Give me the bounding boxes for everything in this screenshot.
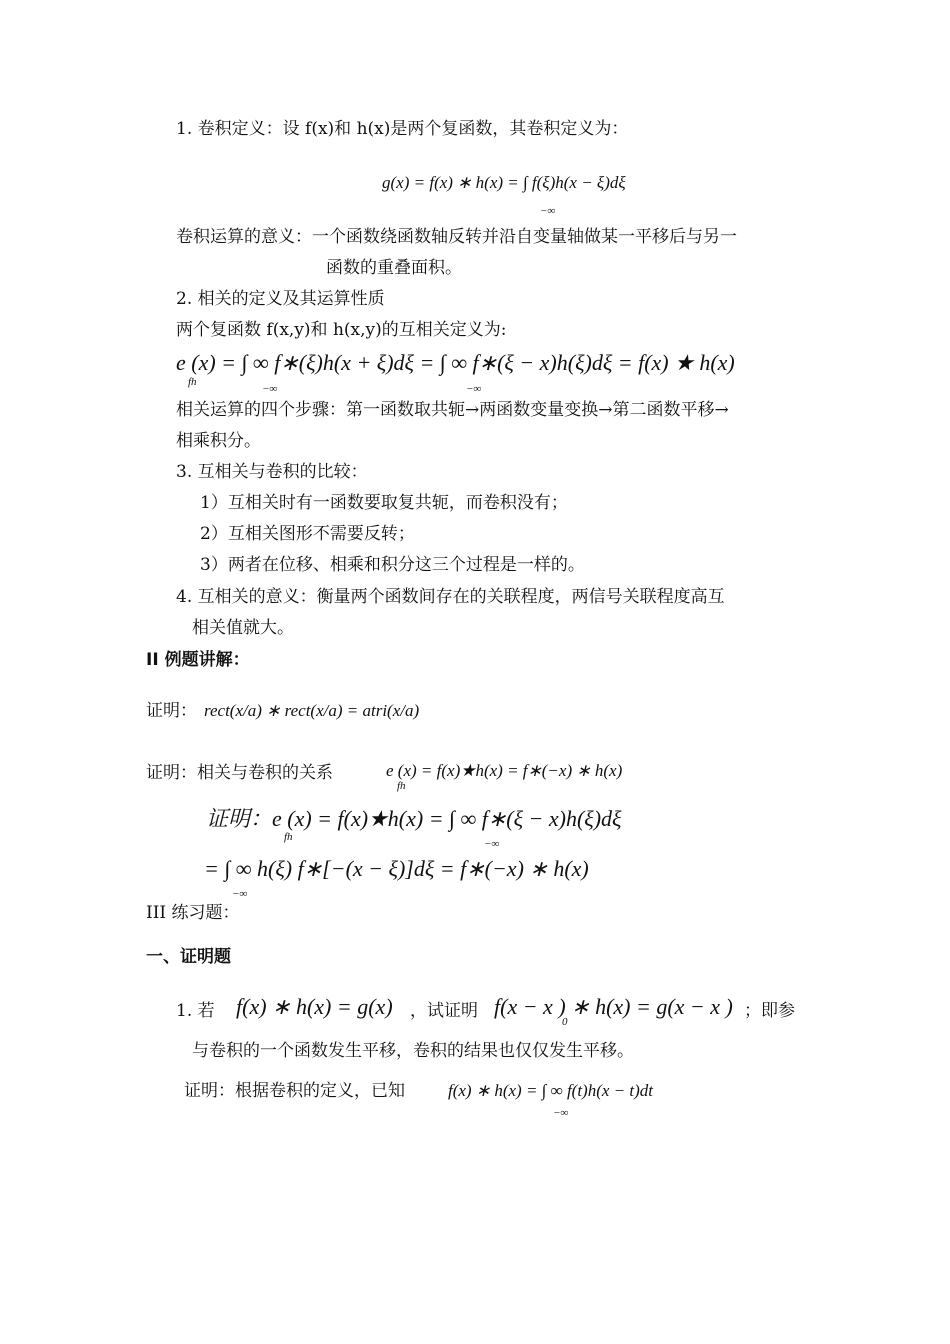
- convolution-formula-lower-limit: −∞: [540, 205, 556, 217]
- proof-2-derivation-line-1-lower-limit: −∞: [484, 838, 500, 850]
- proof-2-derivation-line-1: 证明：e (x) = f(x)★h(x) = ∫ ∞ f∗(ξ − x)h(ξ)dξ: [206, 806, 622, 831]
- question-1-prefix: 1. 若: [176, 1001, 215, 1021]
- item-2-correlation-heading: 2. 相关的定义及其运算性质: [176, 289, 385, 309]
- item-4-correlation-meaning-line-1: 4. 互相关的意义：衡量两个函数间存在的关联程度，两信号关联程度高互: [176, 587, 725, 607]
- comparison-point-1: 1）互相关时有一函数要取复共轭，而卷积没有；: [200, 493, 568, 513]
- question-1-formula-subscript: 0: [562, 1016, 568, 1028]
- question-1-proof-formula: f(x) ∗ h(x) = ∫ ∞ f(t)h(x − t)dt: [448, 1081, 654, 1100]
- proof-2-derivation-subscript: fh: [284, 831, 293, 843]
- item-1-convolution-definition: 1. 卷积定义：设 f(x)和 h(x)是两个复函数，其卷积定义为：: [176, 119, 629, 139]
- cross-correlation-lower-limit-2: −∞: [466, 383, 482, 395]
- convolution-formula: g(x) = f(x) ∗ h(x) = ∫ f(ξ)h(x − ξ)dξ: [382, 173, 626, 192]
- proof-1-label: 证明：: [146, 701, 197, 721]
- convolution-meaning-line-1: 卷积运算的意义：一个函数绕函数轴反转并沿自变量轴做某一平移后与另一: [176, 227, 737, 247]
- proof-problems-heading: 一、证明题: [146, 947, 231, 967]
- question-1-proof-lower-limit: −∞: [553, 1107, 569, 1119]
- item-3-comparison-heading: 3. 互相关与卷积的比较：: [176, 462, 368, 482]
- proof-2-formula: e (x) = f(x)★h(x) = f∗(−x) ∗ h(x): [386, 761, 623, 780]
- proof-2-label: 证明：相关与卷积的关系: [146, 763, 333, 783]
- cross-correlation-intro: 两个复函数 f(x,y)和 h(x,y)的互相关定义为:: [176, 320, 507, 340]
- cross-correlation-lower-limit-1: −∞: [262, 383, 278, 395]
- question-1-formula-to-prove: f(x − x ) ∗ h(x) = g(x − x ): [494, 994, 733, 1019]
- proof-2-formula-subscript: fh: [397, 780, 406, 792]
- comparison-point-2: 2）互相关图形不需要反转；: [200, 524, 415, 544]
- correlation-steps-line-2: 相乘积分。: [176, 431, 261, 451]
- examples-heading: II 例题讲解：: [146, 650, 250, 670]
- convolution-meaning-line-2: 函数的重叠面积。: [326, 258, 462, 278]
- cross-correlation-subscript: fh: [188, 376, 197, 388]
- item-4-correlation-meaning-line-2: 相关值就大。: [192, 618, 294, 638]
- proof-2-derivation-line-2: = ∫ ∞ h(ξ) f∗[−(x − ξ)]dξ = f∗(−x) ∗ h(x): [204, 856, 589, 881]
- question-1-formula-given: f(x) ∗ h(x) = g(x): [236, 994, 393, 1019]
- correlation-steps-line-1: 相关运算的四个步骤：第一函数取共轭→两函数变量变换→第二函数平移→: [176, 400, 729, 420]
- question-1-suffix: ；即参: [744, 1001, 795, 1021]
- proof-2-derivation-line-2-lower-limit: −∞: [232, 888, 248, 900]
- question-1-middle-text: ，试证明: [410, 1001, 478, 1021]
- proof-1-formula: rect(x/a) ∗ rect(x/a) = atri(x/a): [204, 701, 420, 720]
- exercises-heading: III 练习题：: [146, 903, 240, 923]
- question-1-line-2: 与卷积的一个函数发生平移，卷积的结果也仅仅发生平移。: [192, 1041, 634, 1061]
- comparison-point-3: 3）两者在位移、相乘和积分这三个过程是一样的。: [200, 555, 585, 575]
- question-1-proof-label: 证明：根据卷积的定义，已知: [184, 1081, 405, 1101]
- cross-correlation-formula: e (x) = ∫ ∞ f∗(ξ)h(x + ξ)dξ = ∫ ∞ f∗(ξ − x)h(ξ)dξ = f(x) ★ h(x): [176, 350, 735, 375]
